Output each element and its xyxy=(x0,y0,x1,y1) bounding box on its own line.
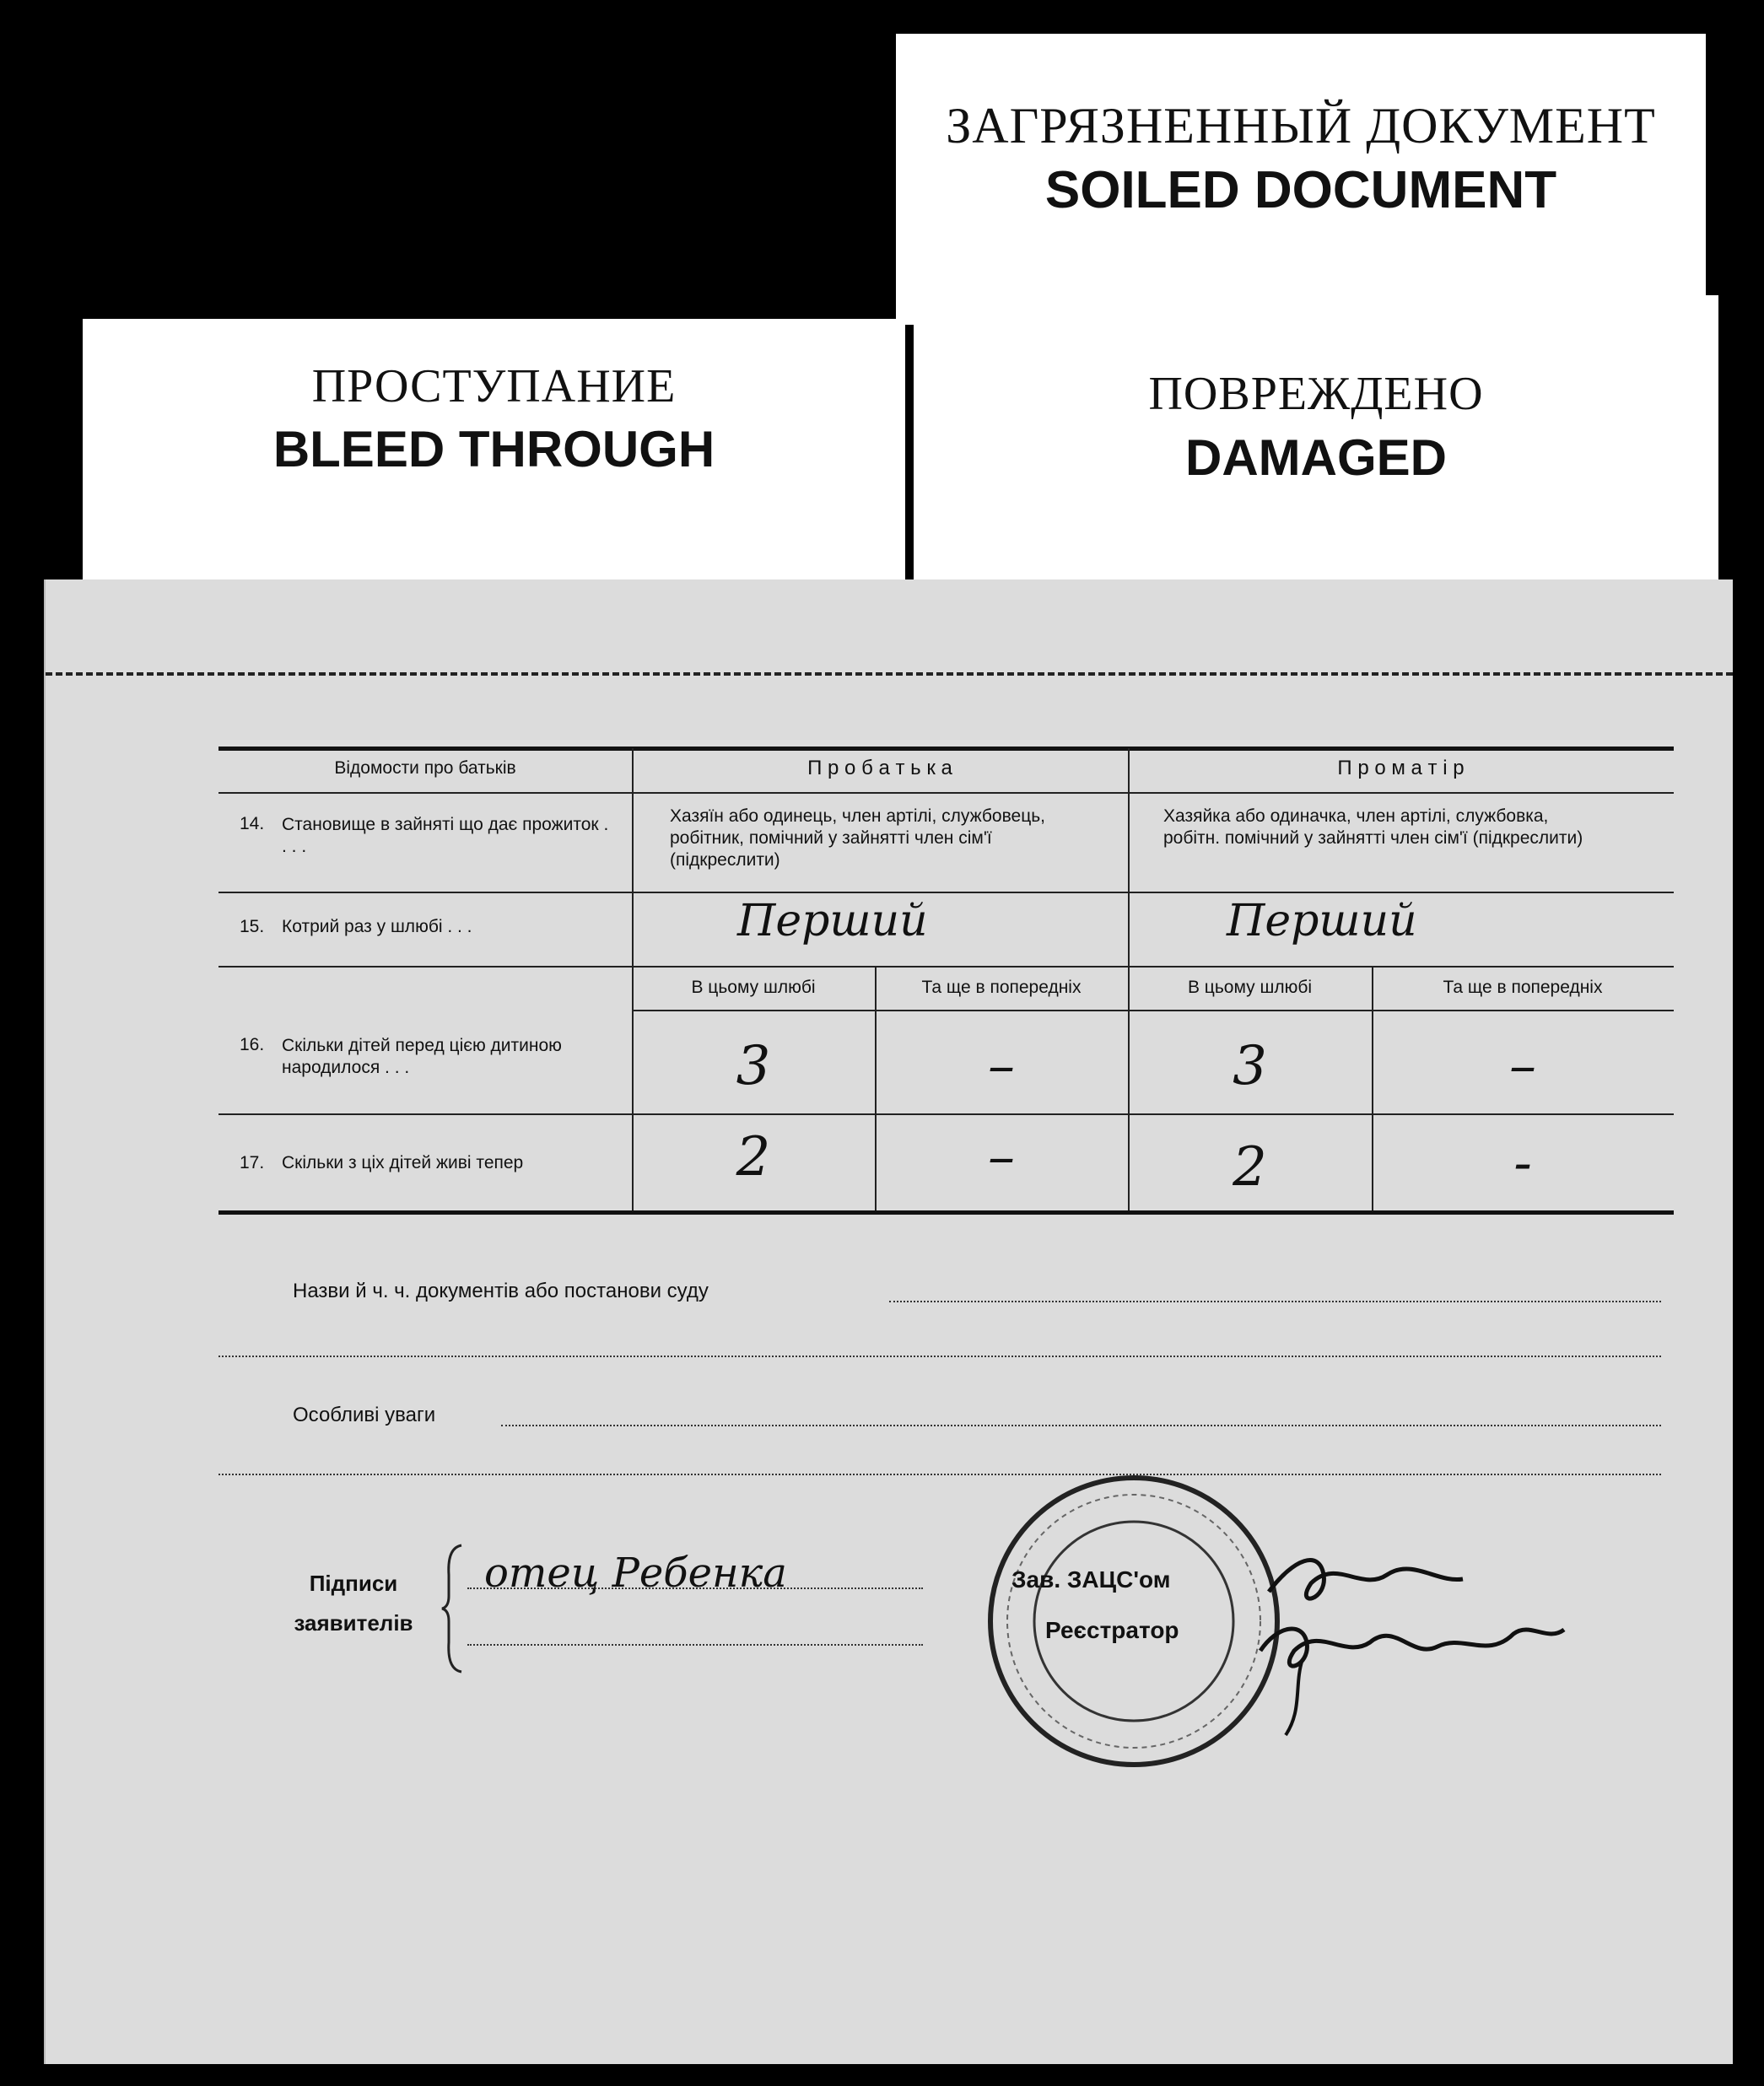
row15-bottom-line xyxy=(218,966,1674,968)
soiled-document-card xyxy=(896,34,1706,325)
bleed-label-ru: ПРОСТУПАНИЕ xyxy=(311,360,677,412)
notes-line-2 xyxy=(218,1474,1661,1475)
row17-number: 17. xyxy=(240,1153,265,1172)
row17-label: Скільки з ціх дітей живі тепер xyxy=(282,1153,524,1172)
row15-label: Котрий раз у шлюбі . . . xyxy=(282,917,472,936)
head-label: Зав. ЗАЦС'ом xyxy=(1011,1566,1171,1593)
signature-line-2 xyxy=(467,1644,923,1646)
table-bottom-border xyxy=(218,1210,1674,1215)
row16-father-this: 3 xyxy=(736,1035,771,1097)
row14-father-options: Хазяїн або одинець, член артілі, службовець, робітник, помічний у зайнятті член сім'ї (підкреслити) xyxy=(670,806,1046,870)
official-signatures xyxy=(1243,1541,1598,1744)
damaged-card xyxy=(914,295,1718,616)
row14-label: Становище в зайняті що дає прожиток . . . . xyxy=(282,815,609,856)
row17-father-prev: – xyxy=(988,1126,1015,1189)
row15-mother-value: Перший xyxy=(1227,896,1417,946)
bleed-through-card xyxy=(83,319,905,614)
documents-label: Назви й ч. ч. документів або постанови суду xyxy=(293,1280,709,1302)
row16-mother-prev: – xyxy=(1509,1035,1536,1097)
registration-form-sheet xyxy=(44,579,1733,2064)
notes-line-1 xyxy=(501,1425,1661,1426)
subheader-bottom-line xyxy=(632,1010,1674,1011)
parents-info-header: Відомости про батьків xyxy=(334,758,516,778)
header-bottom-line xyxy=(218,792,1674,794)
row16-number: 16. xyxy=(240,1035,265,1054)
father-this-marriage-header: В цьому шлюбі xyxy=(691,978,816,997)
row17-mother-this: 2 xyxy=(1233,1136,1267,1199)
row17-mother-prev: - xyxy=(1513,1132,1532,1194)
bleed-label-en: BLEED THROUGH xyxy=(272,421,715,477)
mother-this-marriage-header: В цьому шлюбі xyxy=(1187,978,1313,997)
row15-number: 15. xyxy=(240,917,265,936)
soiled-label-ru: ЗАГРЯЗНЕННЫЙ ДОКУМЕНТ xyxy=(946,98,1656,154)
documents-line-1 xyxy=(889,1301,1661,1302)
row14-number: 14. xyxy=(240,814,265,833)
damaged-label-en: DAMAGED xyxy=(1185,429,1447,486)
row14-bottom-line xyxy=(218,892,1674,893)
row17-father-this: 2 xyxy=(736,1126,771,1189)
documents-line-2 xyxy=(218,1356,1661,1357)
row16-bottom-line xyxy=(218,1113,1674,1115)
father-previous-header: Та ще в попередніх xyxy=(921,978,1082,997)
mother-header: П р о м а т і р xyxy=(1337,757,1465,779)
row16-label: Скільки дітей перед цією дитиною народилося . . . xyxy=(282,1036,562,1077)
table-top-border xyxy=(218,747,1674,751)
registrar-label: Реєстратор xyxy=(1045,1617,1179,1643)
row14-mother-options: Хазяйка або одиначка, член артілі, службовка, робітн. помічний у зайнятті член сім'ї (підкреслити) xyxy=(1163,806,1583,848)
row15-father-value: Перший xyxy=(737,896,928,946)
signature-brace xyxy=(440,1541,466,1676)
row16-mother-this: 3 xyxy=(1233,1035,1267,1097)
soiled-label-en: SOILED DOCUMENT xyxy=(1044,161,1557,219)
mother-previous-header: Та ще в попередніх xyxy=(1443,978,1603,997)
applicant-signature: отец Ребенка xyxy=(484,1550,787,1597)
signatures-label-1: Підписи xyxy=(309,1571,398,1596)
row16-father-prev: – xyxy=(988,1035,1015,1097)
signature-line-1 xyxy=(467,1587,923,1589)
notes-label: Особливі уваги xyxy=(293,1404,436,1426)
damaged-label-ru: ПОВРЕЖДЕНО xyxy=(1148,368,1484,420)
perforation-line xyxy=(46,672,1733,676)
signatures-label-2: заявителів xyxy=(294,1610,413,1636)
father-header: П р о б а т ь к а xyxy=(807,757,952,779)
